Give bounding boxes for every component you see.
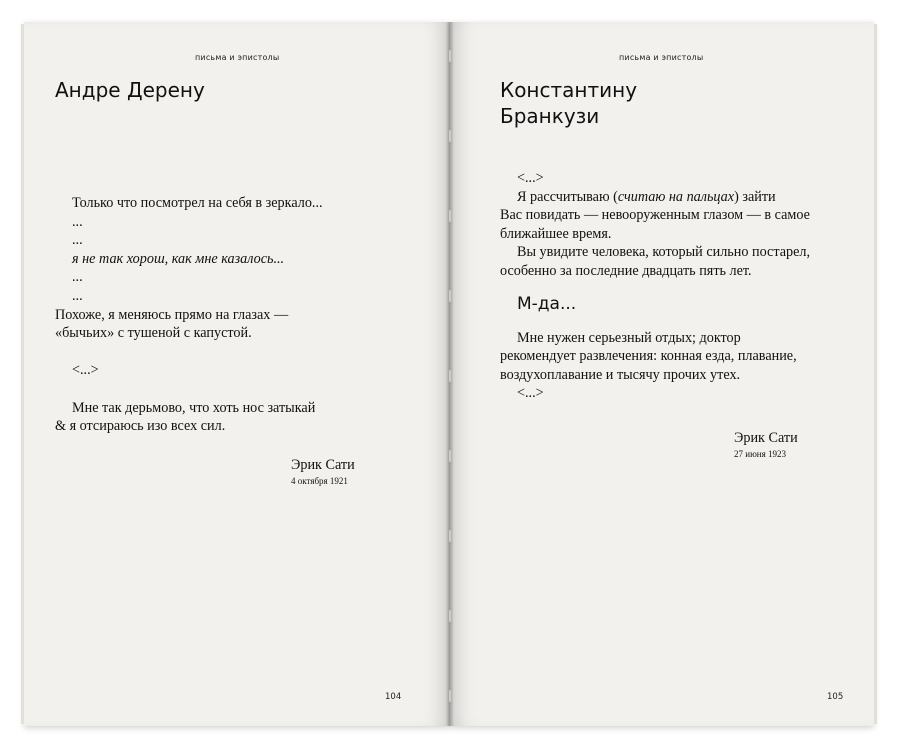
right-page bbox=[450, 22, 874, 726]
letter-line: ... bbox=[72, 213, 83, 230]
signature-name: Эрик Сати bbox=[291, 457, 355, 473]
letter-line: <...> bbox=[72, 362, 99, 379]
letter-line: Похоже, я меняюсь прямо на глазах — bbox=[55, 306, 289, 323]
binding-stitch bbox=[449, 50, 451, 62]
blank-line bbox=[55, 380, 395, 399]
running-head-left: письма и эпистолы bbox=[195, 53, 280, 62]
letter-line: ... bbox=[72, 287, 83, 304]
right-title-line-1: Константину bbox=[500, 78, 638, 102]
letter-line: & я отсираюсь изо всех сил. bbox=[55, 418, 226, 435]
right-signature bbox=[734, 429, 798, 460]
letter-line: Только что посмотрел на себя в зеркало... bbox=[72, 195, 323, 211]
binding-stitch bbox=[449, 690, 451, 702]
letter-line: рекомендует развлечения: конная езда, плавание, bbox=[500, 348, 797, 365]
letter-line: <...> bbox=[517, 385, 544, 402]
right-page-title bbox=[500, 77, 637, 129]
left-page-title: Андре Дерену bbox=[55, 78, 205, 102]
letter-line: ... bbox=[72, 232, 83, 249]
page-number-right: 105 bbox=[827, 692, 844, 702]
letter-line: <...> bbox=[517, 170, 544, 186]
letter-line: особенно за последние двадцать пять лет. bbox=[500, 262, 752, 279]
left-signature bbox=[291, 456, 355, 487]
text-segment: Я рассчитываю ( bbox=[517, 188, 618, 205]
left-page-edge bbox=[21, 24, 24, 724]
binding-stitch bbox=[449, 370, 451, 382]
signature-date: 4 октября 1921 bbox=[291, 476, 348, 486]
letter-line: Вы увидите человека, который сильно постарел, bbox=[517, 244, 811, 261]
binding-stitch bbox=[449, 530, 451, 542]
letter-line: я не так хорош, как мне казалось... bbox=[72, 250, 285, 267]
letter-line: «бычьих» с тушеной с капустой. bbox=[55, 325, 252, 342]
letter-line: ближайшее время. bbox=[500, 225, 612, 242]
binding-stitch bbox=[449, 130, 451, 142]
letter-line: Мне нужен серьезный отдых; доктор bbox=[517, 329, 741, 346]
italic-phrase: считаю на пальцах bbox=[617, 188, 735, 205]
right-title-line-2: Бранкузи bbox=[500, 104, 600, 128]
binding-stitch bbox=[449, 610, 451, 622]
letter-line: воздухоплавание и тысячу прочих утех. bbox=[500, 366, 741, 383]
signature-name: Эрик Сати bbox=[734, 430, 798, 446]
running-head-right: письма и эпистолы bbox=[619, 53, 704, 62]
binding-stitch bbox=[449, 210, 451, 222]
right-letter-body bbox=[500, 169, 860, 403]
binding-stitch bbox=[449, 450, 451, 462]
blank-line bbox=[55, 343, 395, 362]
left-page bbox=[24, 22, 450, 726]
text-segment: ) зайти bbox=[734, 188, 776, 205]
letter-line: Мне так дерьмово, что хоть нос затыкай bbox=[72, 399, 316, 416]
letter-line bbox=[500, 188, 860, 207]
letter-line: Вас повидать — невооруженным глазом — в самое bbox=[500, 207, 810, 224]
page-number-left: 104 bbox=[385, 692, 402, 702]
sub-heading: М-да... bbox=[517, 293, 577, 314]
left-letter-body bbox=[55, 194, 395, 436]
signature-date: 27 июня 1923 bbox=[734, 449, 786, 459]
letter-line: ... bbox=[72, 269, 83, 286]
right-page-edge bbox=[874, 24, 877, 724]
binding-stitch bbox=[449, 290, 451, 302]
